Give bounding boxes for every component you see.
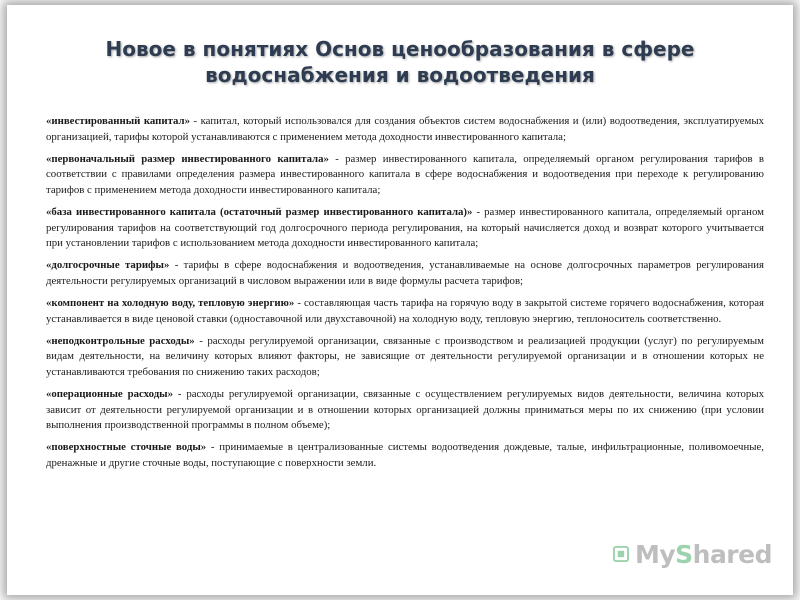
definition-paragraph (46, 205, 764, 252)
definition-paragraph (46, 114, 764, 145)
title-line-2: водоснабжения и водоотведения (205, 63, 595, 87)
definition-text: - капитал, который использовался для создания объектов систем водоснабжения и (или) водоотведения, эксплуатируемых организацией, тарифы которой устанавливаются с применением метода доходности инвестированного капитала; (46, 115, 764, 143)
definition-text: - принимаемые в централизованные системы водоотведения дождевые, талые, инфильтрационные, поливомоечные, дренажные и другие сточные воды, поступающие с поверхности земли. (46, 441, 764, 469)
definition-paragraph (46, 334, 764, 381)
definition-paragraph (46, 258, 764, 289)
definition-paragraph (46, 387, 764, 434)
definition-paragraph (46, 440, 764, 471)
definition-term: «неподконтрольные расходы» (46, 334, 195, 347)
definition-text: - размер инвестированного капитала, определяемый органом регулирования тарифов в соответствии с правилами определения размера инвестированного капитала в сфере водоснабжения и водоотведения при переходе к регулированию тарифов с применением метода доходности инвестированного капитала; (46, 152, 764, 196)
title-line-1: Новое в понятиях Основ ценообразования в сфере (105, 37, 695, 61)
definition-term: «база инвестированного капитала (остаточный размер инвестированного капитала)» (46, 205, 473, 218)
definition-text: - тарифы в сфере водоснабжения и водоотведения, устанавливаемые на основе долгосрочных параметров регулирования деятельности регулируемых организаций в числовом выражении или в виде формулы расчета тарифов; (46, 259, 764, 287)
definition-term: «первоначальный размер инвестированного капитала» (46, 152, 329, 165)
definition-text: - размер инвестированного капитала, определяемый органом регулирования тарифов на соответствующий год долгосрочного периода регулирования, на который начисляется доход и возврат которого учитывается при установлении тарифов с использованием метода доходности инвестированного капитала; (46, 205, 764, 250)
definition-paragraph (46, 296, 764, 327)
definition-text: - расходы регулируемой организации, связанные с осуществлением регулируемых видов деятельности, величина которых зависит от деятельности регулируемой организации и в отношении которых организацией должны приниматься меры по их снижению (при условии выполнения производственной программы в полном объеме); (46, 387, 764, 432)
definition-term: «операционные расходы» (46, 387, 173, 400)
watermark-text: MyShared (634, 539, 772, 569)
definition-term: «долгосрочные тарифы» (46, 259, 170, 272)
slide-title (0, 36, 800, 88)
definition-term: «инвестированный капитал» (46, 115, 191, 127)
definitions-list (46, 114, 764, 478)
myshared-logo-icon (612, 540, 630, 568)
definition-term: «поверхностные сточные воды» (46, 441, 207, 454)
definition-paragraph (46, 152, 764, 199)
myshared-watermark (612, 538, 772, 570)
definition-term: «компонент на холодную воду, тепловую энергию» (46, 296, 295, 309)
definition-text: - расходы регулируемой организации, связанные с производством и реализацией продукции (услуг) по регулируемым видам деятельности, на величину которых влияют факторы, не зависящие от деятельности регулируемой организации и в отношении которых не устанавливаются требования по снижению таких расходов; (46, 334, 764, 378)
definition-text: - составляющая часть тарифа на горячую воду в закрытой системе горячего водоснабжения, которая устанавливается в виде ценовой ставки (одноставочной или двухставочной) на холодную воду, тепловую энергию, теплоноситель соответственно. (46, 296, 764, 325)
